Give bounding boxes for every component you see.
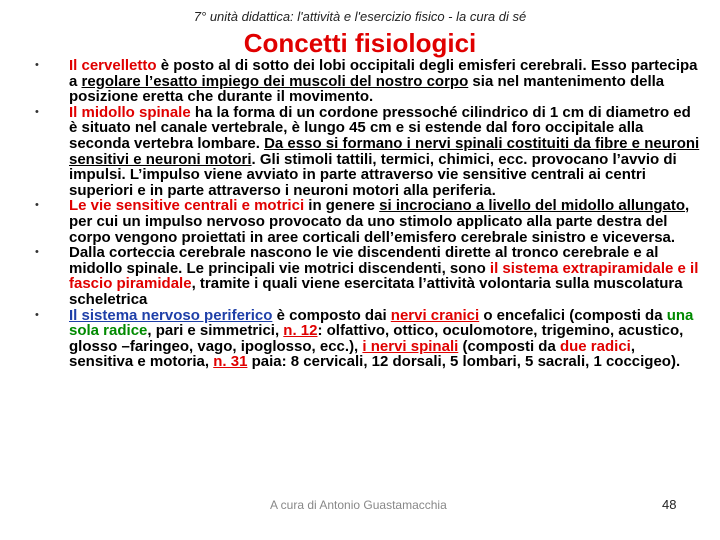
text-span: Dalla corteccia cerebrale nascono le vie discendenti dirette al tronco cerebrale e al midollo spinale. Le principali vie motrici discendenti, sono xyxy=(69,244,659,277)
text-span: , sensitiva e motoria, xyxy=(69,337,635,371)
term-vie-sensitive: Le vie sensitive centrali e motrici xyxy=(69,197,305,215)
text-span: sia nel mantenimento della posizione eretta che durante il movimento. xyxy=(69,72,665,106)
text-span: in genere xyxy=(304,197,380,215)
bullet-icon: • xyxy=(35,59,39,71)
underlined-span: regolare l’esatto impiego dei muscoli del nostro corpo xyxy=(81,72,469,90)
page-number: 48 xyxy=(662,497,677,512)
text-span: , per cui un impulso nervoso provocato da uno stimolo applicato alla parte destra del corpo vengono proiettati in aree corticali dell’emisfero cerebrale sinistro e viceversa. xyxy=(69,197,690,246)
text-span: è posto al di sotto dei lobi occipitali degli emisferi cerebrali. Esso partecipa a xyxy=(69,57,698,90)
paragraph-midollo-spinale xyxy=(35,105,703,199)
term-midollo-spinale: Il midollo spinale xyxy=(69,103,191,121)
bullet-icon: • xyxy=(35,246,39,259)
paragraph-vie-discendenti xyxy=(35,245,703,307)
text-span: paia: 8 cervicali, 12 dorsali, 5 lombari, 5 sacrali, 1 coccigeo). xyxy=(247,353,681,371)
underlined-span: Da esso si formano i nervi spinali costituiti da fibre e neuroni sensitivi e neuroni motori xyxy=(69,134,700,168)
paragraph-cervelletto xyxy=(35,58,703,105)
text-span: , pari e simmetrici, xyxy=(147,322,284,340)
term-sistema-extrapiramidale: il sistema extrapiramidale e il fascio piramidale xyxy=(69,259,699,293)
term-n-12: n. 12 xyxy=(283,322,318,340)
text-span: . Gli stimoli tattili, termici, chimici, ecc. provocano l’avvio di impulsi. L’impulso viene avviato in parte attraverso vie sensitive centrali ai centri superiori e in parte attraverso i neuroni motori alla periferia. xyxy=(69,150,677,199)
term-una-sola-radice: una sola radice xyxy=(69,306,694,340)
term-cervelletto: Il cervelletto xyxy=(69,57,157,74)
bullet-icon: • xyxy=(35,308,39,321)
paragraph-vie-sensitive xyxy=(35,198,703,245)
bullet-icon: • xyxy=(35,199,39,212)
bullet-icon: • xyxy=(35,105,39,118)
slide-footer: A cura di Antonio Guastamacchia xyxy=(270,498,447,512)
content-list xyxy=(35,58,703,370)
text-span: , tramite i quali viene esercitata l’attività volontaria sulla muscolatura scheletrica xyxy=(69,275,683,308)
term-nervi-spinali: i nervi spinali xyxy=(362,337,459,355)
text-span: : olfattivo, ottico, oculomotore, trigemino, acustico, glosso –faringeo, vago, ipoglosso, ecc.), xyxy=(69,322,684,355)
term-n-31: n. 31 xyxy=(213,353,248,371)
term-sistema-nervoso-periferico: Il sistema nervoso periferico xyxy=(69,306,273,324)
slide-title: Concetti fisiologici xyxy=(243,28,477,58)
text-span: ha la forma di un cordone pressoché cilindrico di 1 cm di diametro ed è situato nel canale vertebrale, è lungo 45 cm e si estende dal foro occipitale alla seconda vertebra lombare. xyxy=(69,103,691,152)
underlined-span: si incrociano a livello del midollo allungato xyxy=(379,197,686,215)
text-span: (composti da xyxy=(458,337,560,355)
text-span: o encefalici (composti da xyxy=(479,306,667,324)
term-due-radici: due radici xyxy=(559,337,631,355)
paragraph-sistema-nervoso-periferico xyxy=(35,308,703,370)
slide-header: 7° unità didattica: l'attività e l'esercizio fisico - la cura di sé xyxy=(193,9,527,24)
term-nervi-cranici: nervi cranici xyxy=(390,306,480,324)
text-span: è composto dai xyxy=(272,306,391,324)
